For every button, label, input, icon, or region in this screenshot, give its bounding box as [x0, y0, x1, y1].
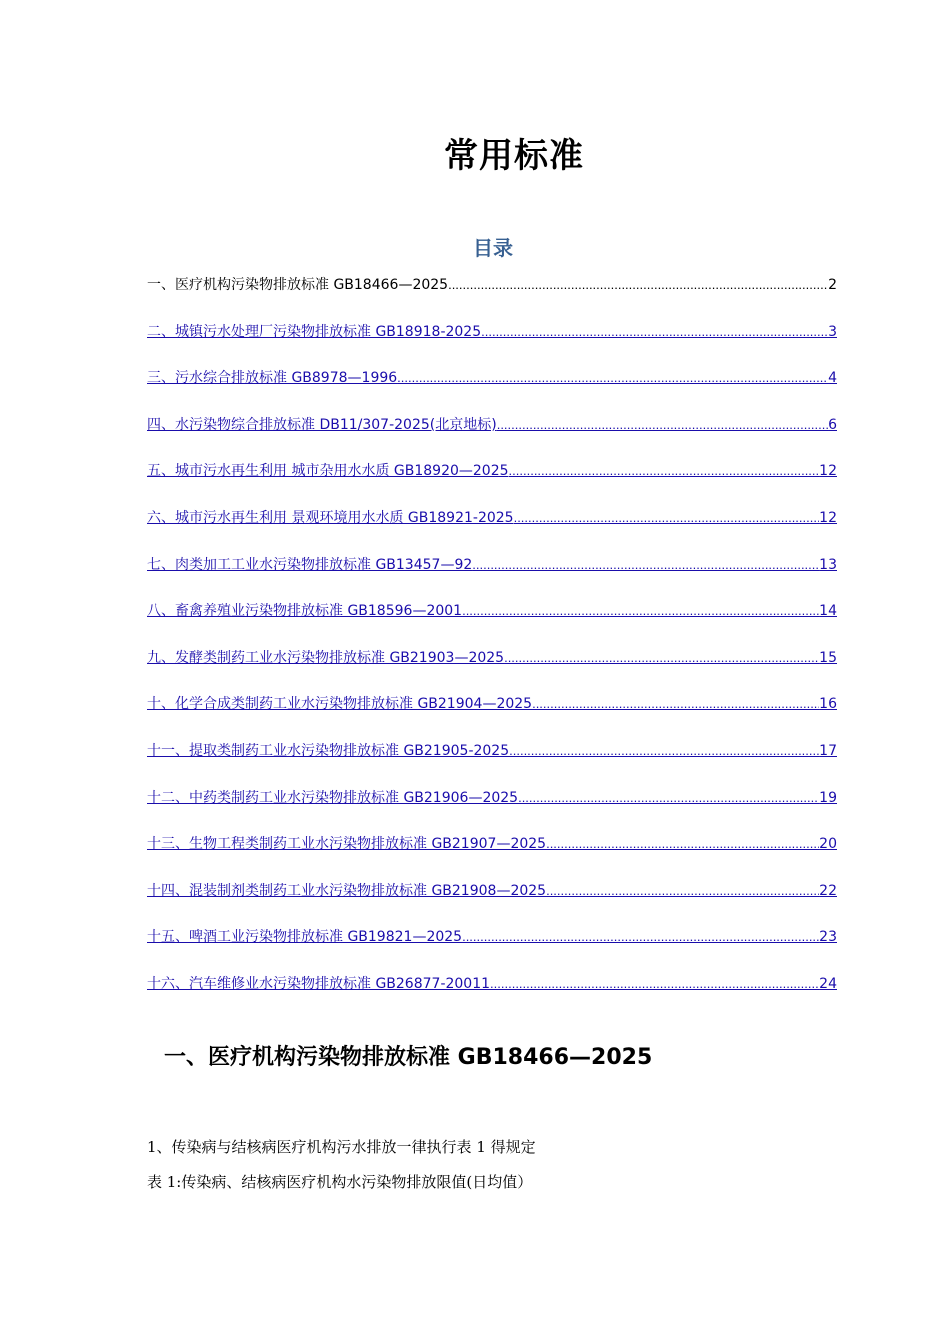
toc-page-number: 12: [819, 463, 837, 480]
toc-entry-label: 二、城镇污水处理厂污染物排放标准 GB18918-2025: [147, 323, 482, 340]
table-caption: 表 1:传染病、结核病医疗机构水污染物排放限值(日均值）: [147, 1173, 533, 1191]
toc-page-number: 23: [819, 929, 837, 946]
toc-page-number: 16: [819, 696, 837, 713]
toc-entry-6[interactable]: [147, 507, 837, 554]
toc-page-number: 19: [819, 789, 837, 806]
toc-page-number: 13: [819, 556, 837, 573]
toc-entry-label: 十一、提取类制药工业水污染物排放标准 GB21905-2025: [147, 742, 510, 759]
toc-entry-label: 十三、生物工程类制药工业水污染物排放标准 GB21907—2025: [147, 836, 547, 853]
toc-entry-16[interactable]: [147, 973, 837, 1020]
toc-entry-label: 四、水污染物综合排放标准 DB11/307-2025(北京地标): [147, 416, 497, 433]
toc-entry-label: 三、污水综合排放标准 GB8978—1996: [147, 370, 398, 387]
toc-dot-leader: [532, 696, 819, 711]
toc-page-number: 17: [819, 742, 837, 759]
toc-dot-leader: [497, 417, 828, 432]
toc-entry-4[interactable]: [147, 414, 837, 461]
toc-dot-leader: [546, 883, 819, 898]
toc-entry-3[interactable]: [147, 367, 837, 414]
page-title: 常用标准: [444, 136, 584, 176]
toc-dot-leader: [462, 603, 819, 618]
toc-dot-leader: [472, 557, 819, 572]
toc-entry-label: 七、肉类加工工业水污染物排放标准 GB13457—92: [147, 556, 473, 573]
toc-entry-5[interactable]: [147, 460, 837, 507]
toc-entry-8[interactable]: [147, 600, 837, 647]
toc-page-number: 14: [819, 603, 837, 620]
toc-entry-15[interactable]: [147, 926, 837, 973]
toc-entry-label: 六、城市污水再生利用 景观环境用水水质 GB18921-2025: [147, 509, 514, 526]
toc-dot-leader: [509, 463, 820, 478]
toc-entry-label: 十四、混装制剂类制药工业水污染物排放标准 GB21908—2025: [147, 882, 547, 899]
toc-entry-9[interactable]: [147, 647, 837, 694]
toc-dot-leader: [481, 324, 828, 339]
toc-page-number: 20: [819, 836, 837, 853]
toc-dot-leader: [397, 370, 828, 385]
toc-page-number: 22: [819, 882, 837, 899]
toc-entry-12[interactable]: [147, 787, 837, 834]
toc-dot-leader: [514, 510, 820, 525]
toc-entry-label: 五、城市污水再生利用 城市杂用水水质 GB18920—2025: [147, 463, 509, 480]
toc-page-number: 24: [819, 975, 837, 992]
table-of-contents: [147, 274, 837, 1020]
toc-page-number: 4: [828, 370, 837, 387]
section-heading: 一、医疗机构污染物排放标准 GB18466—2025: [164, 1045, 653, 1070]
toc-dot-leader: [518, 790, 819, 805]
toc-entry-11[interactable]: [147, 740, 837, 787]
toc-entry-13[interactable]: [147, 833, 837, 880]
toc-dot-leader: [462, 929, 819, 944]
toc-page-number: 12: [819, 509, 837, 526]
body-paragraph: 1、传染病与结核病医疗机构污水排放一律执行表 1 得规定: [147, 1138, 536, 1156]
toc-entry-7[interactable]: [147, 554, 837, 601]
toc-entry-label: 一、医疗机构污染物排放标准 GB18466—2025: [147, 277, 449, 293]
toc-dot-leader: [546, 836, 819, 851]
toc-dot-leader: [504, 650, 819, 665]
toc-entry-label: 十六、汽车维修业水污染物排放标准 GB26877-20011: [147, 975, 491, 992]
toc-entry-label: 八、畜禽养殖业污染物排放标准 GB18596—2001: [147, 603, 463, 620]
toc-heading: 目录: [473, 236, 513, 260]
toc-page-number: 3: [828, 323, 837, 340]
toc-entry-label: 十五、啤酒工业污染物排放标准 GB19821—2025: [147, 929, 463, 946]
toc-entry-label: 十二、中药类制药工业水污染物排放标准 GB21906—2025: [147, 789, 519, 806]
toc-dot-leader: [490, 976, 819, 991]
toc-dot-leader: [509, 743, 819, 758]
toc-entry-14[interactable]: [147, 880, 837, 927]
toc-entry-1[interactable]: [147, 274, 837, 321]
toc-page-number: 2: [828, 277, 837, 293]
toc-page-number: 6: [828, 416, 837, 433]
toc-dot-leader: [448, 277, 828, 292]
toc-entry-label: 十、化学合成类制药工业水污染物排放标准 GB21904—2025: [147, 696, 533, 713]
toc-entry-label: 九、发酵类制药工业水污染物排放标准 GB21903—2025: [147, 649, 505, 666]
toc-entry-10[interactable]: [147, 693, 837, 740]
toc-entry-2[interactable]: [147, 321, 837, 368]
toc-page-number: 15: [819, 649, 837, 666]
